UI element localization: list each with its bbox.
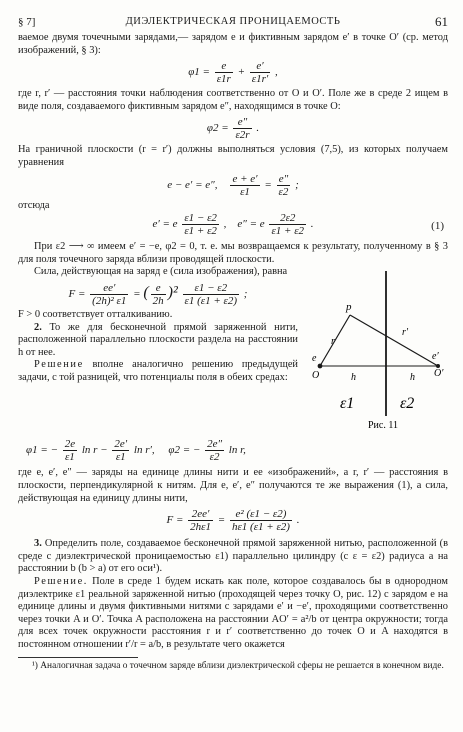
equation-potentials: φ1 = − $\frac{2e}{\varepsilon 1}$ ln r − $\frac{2e'}{\varepsilon 1}$ ln r′, φ2 = − $\frac{2e''}{\varepsilon 2}$ ln r,	[26, 438, 246, 464]
problem-3-solution	[18, 576, 448, 652]
solution-label: Решение	[34, 359, 84, 371]
segment-r	[320, 315, 350, 366]
footnote-rule	[18, 657, 138, 658]
equation-phi1: φ1 = $\frac{e}{\varepsilon 1r}$ + $\frac{e'}{\varepsilon 1r'}$ ,	[188, 60, 278, 86]
label-h-left: h	[351, 372, 356, 384]
equation-number: (1)	[431, 220, 444, 233]
problem-2	[18, 322, 298, 360]
label-e: e	[312, 353, 317, 365]
paragraph-intro-3: На граничной плоскости (r = r′) должны выполняться условия (7,5), из которых получаем уравнения	[18, 144, 448, 168]
paragraph-images: где e, e′, e″ — заряды на единице длины нити и ее «изображений», а r, r′ — расстояния в плоскости, перпендикулярной к нитям. Для e, e′, e″ получаются те же выражения (1), а сила, действующая на единицу длины нити,	[18, 467, 448, 504]
segment-r-prime	[350, 315, 438, 366]
label-O: O	[312, 370, 320, 382]
paragraph-intro-2: где r, r′ — расстояния точки наблюдения соответственно от O и O′. Поле же в среде 2 ищем в виде поля, создаваемого фиктивным зарядом e″, находящимся в точке O:	[18, 88, 448, 112]
equation-boundary-conditions: e − e′ = e″, $\frac{e + e'}{\varepsilon 1}$ = $\frac{e''}{\varepsilon 2}$ ;	[167, 172, 299, 198]
label-O-prime: O′	[434, 368, 444, 380]
label-h-right: h	[410, 372, 415, 384]
footnote: ¹) Аналогичная задача о точечном заряде вблизи диэлектрической сферы не решается в конечном виде.	[32, 661, 444, 672]
solution-3-text: Поле в среде 1 будем искать как поле, которое создавалось бы в однородном диэлектрике ε1 реальной заряженной нитью (проходящей через точку O, рис. 12) с зарядом e на единице длины и двумя фиктивными нитями с зарядами e′ и −e′, проходящими соответственно через точки A и O′. Точка A расположена на расстоянии AO′ = a²/b от центра окружности; тогда для всех точек окружности расстояния r и r′ соответственно до точек O и A находятся в постоянном отношении r′/r = a/b, в результате чего окажется	[18, 575, 448, 650]
charge-point-O	[318, 364, 323, 369]
label-p: p	[346, 301, 352, 314]
equation-phi2: φ2 = $\frac{e''}{\varepsilon 2r}$ .	[206, 116, 260, 142]
solution-3-label: Решение.	[34, 575, 88, 587]
paragraph-force-intro: Сила, действующая на заряд e (сила изображения), равна	[34, 266, 288, 278]
problem-3-text: Определить поле, создаваемое бесконечной прямой заряженной нитью, расположенной (в среде с диэлектрической проницаемостью ε1) параллельно цилиндру (с ε = ε2) радиуса a на расстоянии b (b > a) от его оси¹).	[18, 538, 448, 575]
paragraph-limit: При ε2 ⟶ ∞ имеем e′ = −e, φ2 = 0, т. е. мы возвращаемся к результату, полученному в § 3 для поля точечного заряда вблизи проводящей плоскости.	[18, 241, 448, 265]
figure-wrap-block	[18, 266, 448, 436]
problem-2-text: То же для бесконечной прямой заряженной нити, расположенной параллельно плоскости раздела на расстоянии h от нее.	[18, 321, 298, 358]
solution-text: вполне аналогично решению предыдущей задачи, с той разницей, что потенциалы поля в обеих средах:	[18, 359, 298, 383]
figure-11	[306, 266, 446, 436]
running-header	[18, 14, 448, 32]
label-epsilon-1: ε1	[340, 395, 355, 413]
label-epsilon-2: ε2	[400, 395, 415, 413]
problem-3	[18, 538, 448, 576]
paragraph-repulsion: F > 0 соответствует отталкиванию.	[18, 308, 173, 320]
label-e-prime: e′	[432, 351, 439, 363]
equation-force-point: F = $\frac{ee'}{\text{(2h)² ε1}}$ = ( $\frac{e}{2h}$ )² $\frac{\varepsilon 1 - \varepsilon 2}{\varepsilon 1 (\varepsilon 1 + \varepsilon 2)}$ ;	[68, 281, 248, 307]
page-number: 61	[435, 14, 448, 29]
page-title: ДИЭЛЕКТРИЧЕСКАЯ ПРОНИЦАЕМОСТЬ	[125, 16, 341, 27]
equation-solution-1: e′ = e $\frac{\varepsilon 1 - \varepsilon 2}{\varepsilon 1 + \varepsilon 2}$ , e″ = e $\frac{2\varepsilon 2}{\varepsilon 1 + \varepsilon 2}$ . (1)	[152, 212, 444, 238]
paragraph-intro-1: ваемое двумя точечными зарядами,— зарядом e и фиктивным зарядом e′ в точке O′ (ср. метод изображений, § 3):	[18, 32, 448, 56]
problem-2-number: 2.	[34, 321, 42, 333]
label-r-prime: r′	[402, 327, 409, 339]
equation-force-thread: F = $\frac{2ee'}{2h\varepsilon 1}$ = $\frac{\text{e² (ε1 − ε2)}}{h\varepsilon 1 (\varepsilon 1 + \varepsilon 2)}$ .	[166, 508, 300, 534]
problem-2-solution	[18, 359, 298, 384]
figure-11-diagram	[306, 266, 446, 431]
label-r: r	[331, 336, 335, 348]
problem-3-number: 3.	[34, 538, 42, 550]
paragraph-hence: отсюда	[18, 199, 50, 211]
section-ref: § 7]	[18, 16, 36, 28]
figure-caption: Рис. 11	[368, 420, 398, 432]
book-page	[18, 14, 448, 672]
